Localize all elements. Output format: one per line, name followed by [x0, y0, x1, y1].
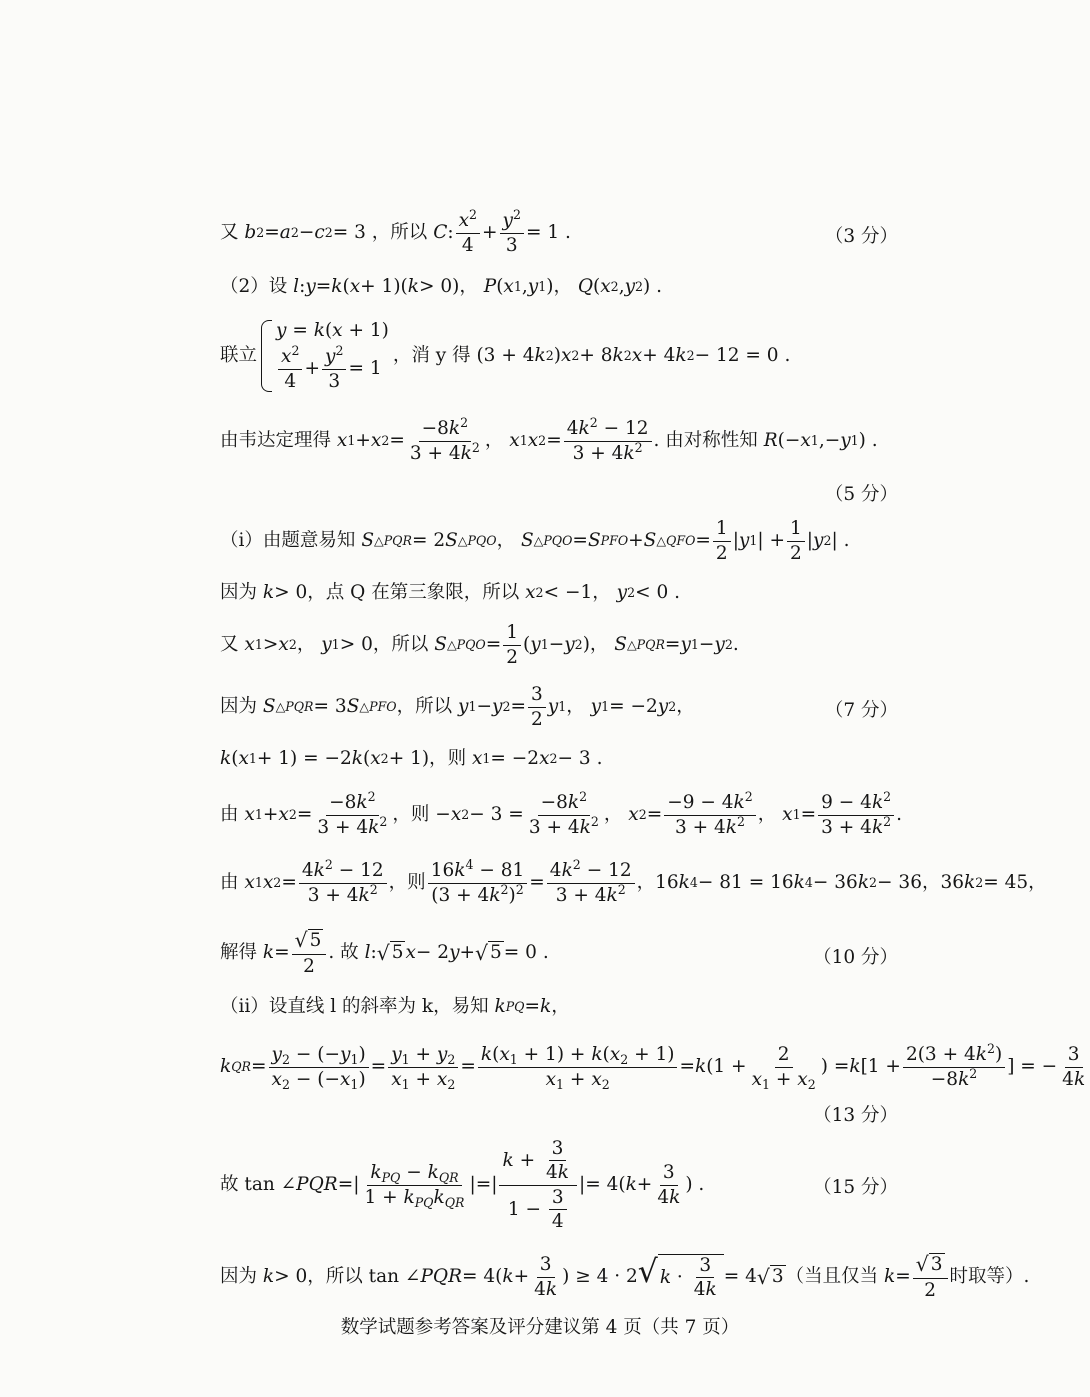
line-part-ii: （ⅱ）设直线 l 的斜率为 k，易知 k PQ = k ， [220, 995, 570, 1017]
line-tan-pqr: 故 tan ∠ PQR =| $\frac{k_{PQ} - k_{QR}}{1 + k_{PQ}k_{QR}}$ |=| k + $\frac{3}{4k}$ 1 − $\frac{3}{4}$ |= 4( k + $\frac{3}{4k}$ ) . [220, 1137, 705, 1232]
line-k-qr: k QR = $\frac{y_2 - (-y_1)}{x_2 - (-x_1)}$ = $\frac{y_1 + y_2}{x_1 + x_2}$ = $\frac{k(x_1 + 1) + k(x_2 + 1)}{x_1 + x_2}$ = k (1 + $\frac{2}{x_1 + x_2}$ ) = k [1 + $\frac{2(3 + 4k^2)}{-8k^2}$ ] = − $\frac{3}{4k}$ [220, 1041, 1086, 1092]
line-result-k: 解得 k = √ 5 2 . 故 l : √ 5 x − 2 y + √ 5 = 0 . [220, 928, 549, 977]
line-system: 联立 y = k(x + 1) $\frac{x^2}{4}$ + $\frac{y^2}{3}$ = 1 ，消 y 得 (3 + 4 k 2 ) x 2 + 8 k 2 x + 4 k 2 − 12 = 0 . [220, 320, 791, 392]
score-10: （10 分） [813, 947, 898, 968]
page-footer: 数学试题参考答案及评分建议第 4 页（共 7 页） [340, 1317, 740, 1338]
line-area-ratio: 因为 S △PQR = 3 S △PFO ， 所以 y 1 − y 2 = $\frac{3}{2}$ y 1 ， y 1 = −2 y 2 ， [220, 684, 695, 730]
line-solve-k: 由 x 1 x 2 = $\frac{4k^2 - 12}{3 + 4k^2}$ ， 则 $\frac{16k^4 - 81}{(3 + 4k^2)^2}$ = $\frac{4k^2 - 12}{3 + 4k^2}$ ，16 k 4 − 81 = 16 k 4 − 36 k 2 − 36，36 k 2 = 45， [220, 857, 1047, 906]
line-part-i: （ⅰ）由题意易知 S △PQR = 2 S △PQO ， S △PQO = S PFO + S △QFO = $\frac{1}{2}$ | y 1 | + $\frac{1}{2}$ | y 2 | . [220, 518, 850, 564]
line-x1-relation: k ( x 1 + 1) = −2 k ( x 2 + 1)， 则 x 1 = −2 x 2 − 3 . [220, 747, 603, 769]
line-third-quadrant: 因为 k > 0 ，点 Q 在第三象限，所以 x 2 < −1， y 2 < 0 . [220, 581, 680, 603]
score-3: （3 分） [824, 226, 898, 247]
score-15: （15 分） [813, 1177, 898, 1198]
score-5: （5 分） [824, 484, 898, 505]
line-inequality: 因为 k > 0， 所以 tan ∠ PQR = 4( k + $\frac{3}{4k}$ ) ≥ 4 · 2 √ k · $\frac{3}{4k}$ = 4 √ 3 （当且仅当 k = √ 3 2 时取等）. [220, 1252, 1030, 1301]
line-vieta: 由韦达定理得 x 1 + x 2 = $\frac{-8k^2}{3 + 4k^2}$ ， x 1 x 2 = $\frac{4k^2 - 12}{3 + 4k^2}$ . 由对称性知 R (− x 1 ,− y 1 ) . [220, 415, 878, 464]
line-solve-x: 由 x 1 + x 2 = $\frac{-8k^2}{3 + 4k^2}$ ， 则 − x 2 − 3 = $\frac{-8k^2}{3 + 4k^2}$ ， x 2 = $\frac{-9 - 4k^2}{3 + 4k^2}$ ， x 1 = $\frac{9 - 4k^2}{3 + 4k^2}$ . [220, 789, 903, 838]
equation-system: y = k(x + 1) $\frac{x^2}{4}$ + $\frac{y^2}{3}$ = 1 [261, 320, 389, 392]
line-area-relation: 又 x 1 > x 2 ， y 1 > 0， 所以 S △PQO = $\frac{1}{2}$ ( y 1 − y 2 )， S △PQR = y 1 − y 2 . [220, 622, 739, 668]
score-7: （7 分） [824, 700, 898, 721]
line-ellipse-equation: 又 b 2 = a 2 − c 2 = 3 ， 所以 C : $\frac{x^2}{4}$ + $\frac{y^2}{3}$ = 1 . [220, 207, 571, 256]
score-13: （13 分） [813, 1105, 898, 1126]
line-setup: （2）设 l : y = k ( x + 1)( k > 0)， P ( x 1 , y 1 )， Q ( x 2 , y 2 ) . [220, 275, 663, 297]
